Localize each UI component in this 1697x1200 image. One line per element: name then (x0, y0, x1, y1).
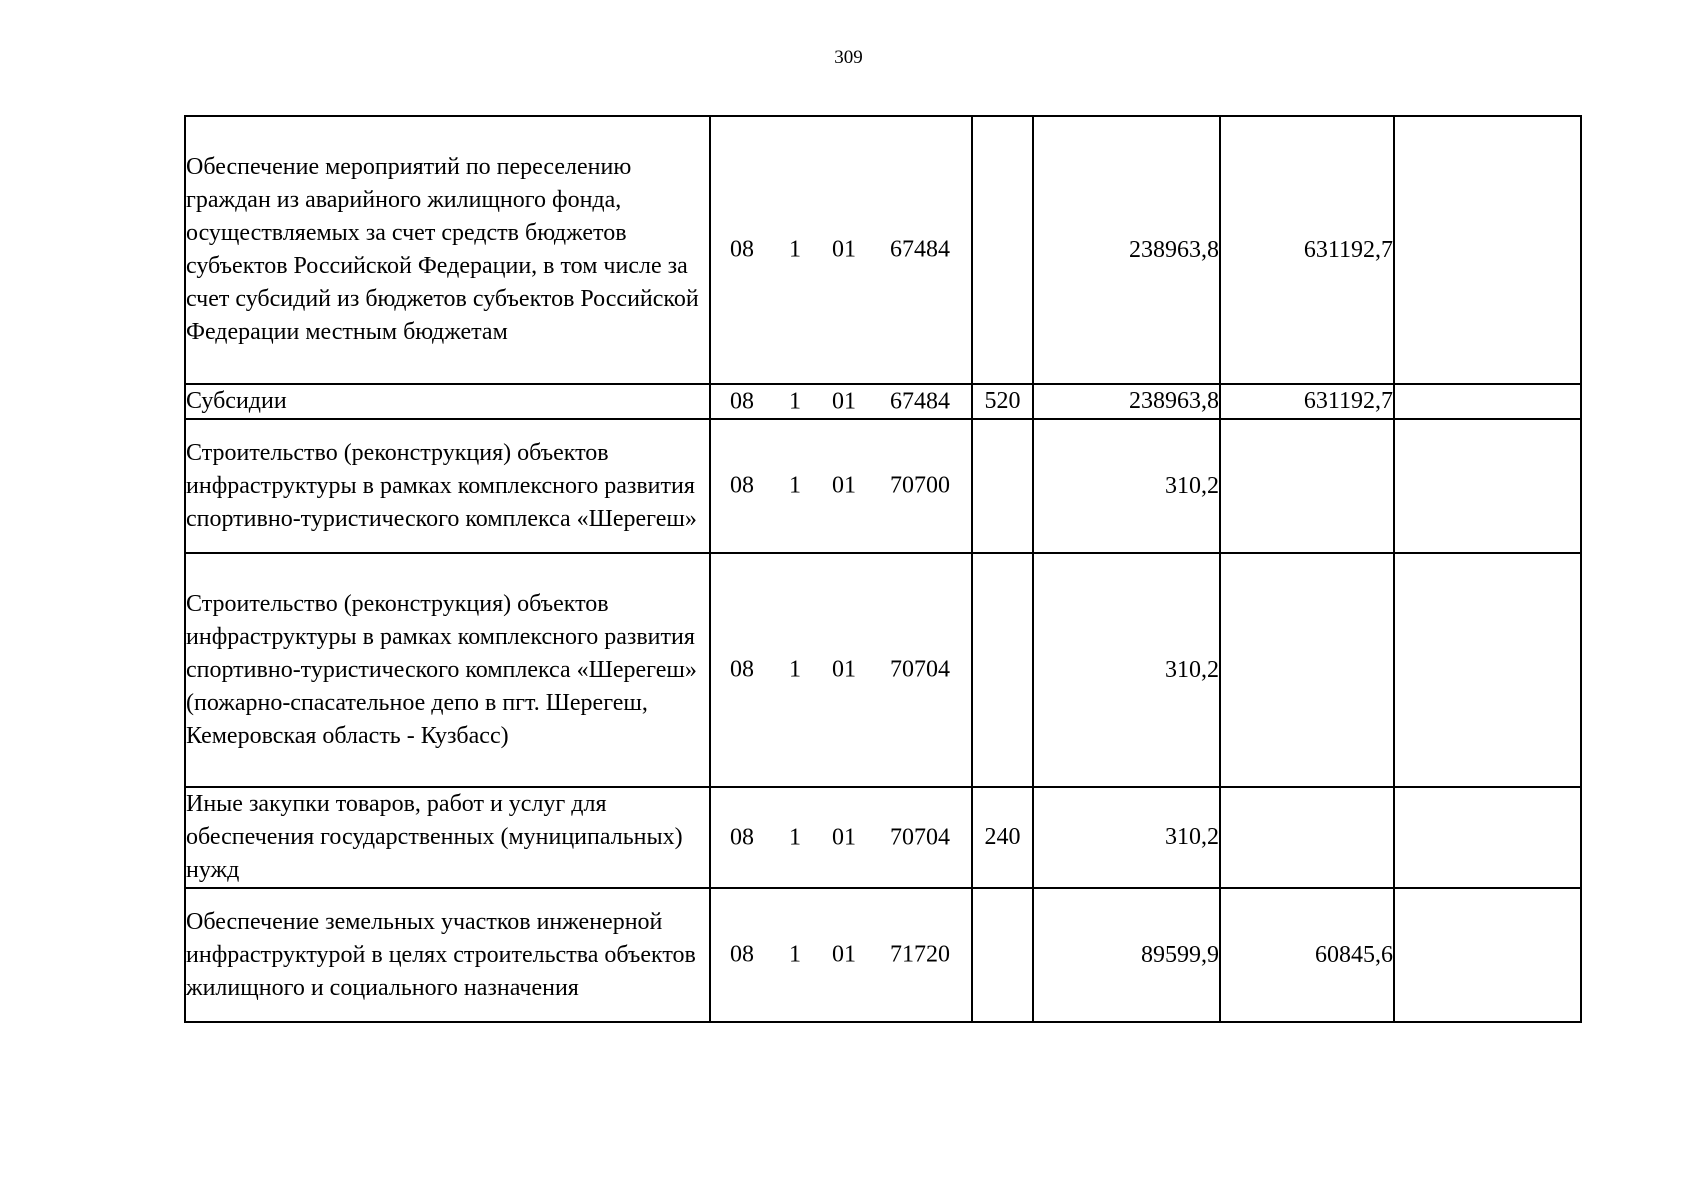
row-value-1: 89599,9 (1033, 888, 1220, 1022)
row-value-3 (1394, 787, 1581, 888)
row-value-1: 238963,8 (1033, 384, 1220, 419)
code-section: 08 (730, 824, 754, 850)
code-program: 1 (789, 656, 801, 683)
row-value-3 (1394, 419, 1581, 553)
row-expense-type: 520 (972, 384, 1033, 419)
row-name: Строительство (реконструкция) объектов инфраструктуры в рамках комплексного развития спортивно-туристического комплекса «Шерегеш» (185, 419, 710, 553)
code-subprogram: 01 (832, 824, 856, 850)
row-value-2 (1220, 787, 1394, 888)
row-value-3 (1394, 553, 1581, 787)
code-subprogram: 01 (832, 472, 856, 499)
row-expense-type (972, 419, 1033, 553)
code-section: 08 (730, 941, 754, 968)
table-row (185, 384, 1581, 419)
code-section: 08 (730, 236, 754, 263)
row-codes (710, 419, 972, 553)
code-section: 08 (730, 656, 754, 683)
code-direction: 71720 (890, 941, 950, 968)
code-section: 08 (730, 388, 754, 414)
row-value-2 (1220, 553, 1394, 787)
row-value-2 (1220, 419, 1394, 553)
code-subprogram: 01 (832, 388, 856, 414)
code-direction: 67484 (890, 236, 950, 263)
code-direction: 70700 (890, 472, 950, 499)
table-row (185, 888, 1581, 1022)
row-value-3 (1394, 384, 1581, 419)
row-expense-type (972, 888, 1033, 1022)
table-row (185, 787, 1581, 888)
row-value-2: 631192,7 (1220, 384, 1394, 419)
code-program: 1 (789, 941, 801, 968)
table-row (185, 419, 1581, 553)
row-value-2: 631192,7 (1220, 116, 1394, 384)
row-name: Обеспечение земельных участков инженерной инфраструктурой в целях строительства объектов жилищного и социального назначения (185, 888, 710, 1022)
row-codes (710, 888, 972, 1022)
row-expense-type: 240 (972, 787, 1033, 888)
code-subprogram: 01 (832, 941, 856, 968)
code-direction: 67484 (890, 388, 950, 414)
row-expense-type (972, 116, 1033, 384)
code-program: 1 (789, 824, 801, 850)
code-direction: 70704 (890, 656, 950, 683)
row-value-2: 60845,6 (1220, 888, 1394, 1022)
table-row (185, 553, 1581, 787)
code-subprogram: 01 (832, 236, 856, 263)
row-codes (710, 116, 972, 384)
page-number: 309 (834, 47, 863, 68)
table-row (185, 116, 1581, 384)
row-codes (710, 553, 972, 787)
row-value-1: 238963,8 (1033, 116, 1220, 384)
row-name: Обеспечение мероприятий по переселению граждан из аварийного жилищного фонда, осуществляемых за счет средств бюджетов субъектов Российской Федерации, в том числе за счет субсидий из бюджетов субъектов Российской Федерации местным бюджетам (185, 116, 710, 384)
code-program: 1 (789, 472, 801, 499)
row-codes (710, 787, 972, 888)
row-name: Субсидии (185, 384, 710, 419)
row-expense-type (972, 553, 1033, 787)
code-program: 1 (789, 388, 801, 414)
row-name: Строительство (реконструкция) объектов инфраструктуры в рамках комплексного развития спортивно-туристического комплекса «Шерегеш» (пожарно-спасательное депо в пгт. Шерегеш, Кемеровская область - Кузбасс) (185, 553, 710, 787)
row-value-3 (1394, 116, 1581, 384)
code-direction: 70704 (890, 824, 950, 850)
code-subprogram: 01 (832, 656, 856, 683)
row-name: Иные закупки товаров, работ и услуг для обеспечения государственных (муниципальных) нужд (185, 787, 710, 888)
row-codes (710, 384, 972, 419)
code-section: 08 (730, 472, 754, 499)
budget-table (184, 115, 1582, 1023)
row-value-3 (1394, 888, 1581, 1022)
code-program: 1 (789, 236, 801, 263)
row-value-1: 310,2 (1033, 419, 1220, 553)
row-value-1: 310,2 (1033, 787, 1220, 888)
row-value-1: 310,2 (1033, 553, 1220, 787)
